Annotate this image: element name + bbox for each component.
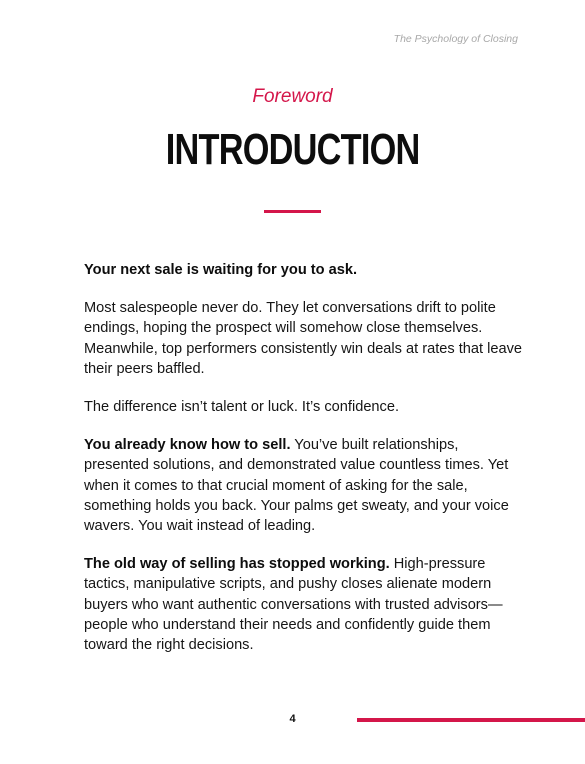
paragraph-5: [84, 554, 524, 655]
paragraph-5-lead: The old way of selling has stopped working.: [84, 556, 390, 573]
page-number: 4: [289, 713, 296, 725]
paragraph-3: The difference isn’t talent or luck. It’s confidence.: [84, 399, 400, 416]
chapter-kicker: Foreword: [252, 86, 333, 107]
paragraph-1: [84, 260, 524, 280]
title-divider: [264, 210, 321, 213]
running-header: The Psychology of Closing: [393, 33, 518, 45]
footer-divider: [357, 718, 585, 722]
paragraph-4-lead: You already know how to sell.: [84, 437, 291, 454]
body-text: [84, 260, 524, 673]
paragraph-2: Most salespeople never do. They let conversations drift to polite endings, hoping the prospect will somehow close themselves. Meanwhile, top performers consistently win deals at rates that leave their peers baffled.: [84, 300, 523, 377]
paragraph-5-text: High-pressure tactics, manipulative scripts, and pushy closes alienate modern buyers who want authentic conversations with trusted advisors—people who understand their needs and confidently guide them toward the right decisions.: [84, 556, 503, 654]
paragraph-1-text: Your next sale is waiting for you to ask.: [84, 262, 358, 278]
paragraph-4-text: You’ve built relationships, presented solutions, and demonstrated value countless times. Yet when it comes to that crucial moment of asking for the sale, something holds you back. Your palms get sweaty, and your voice wavers. You wait instead of leading.: [84, 437, 509, 535]
page-title: [0, 124, 585, 176]
page-title-text: INTRODUCTION: [165, 125, 420, 174]
paragraph-4: [84, 435, 524, 536]
